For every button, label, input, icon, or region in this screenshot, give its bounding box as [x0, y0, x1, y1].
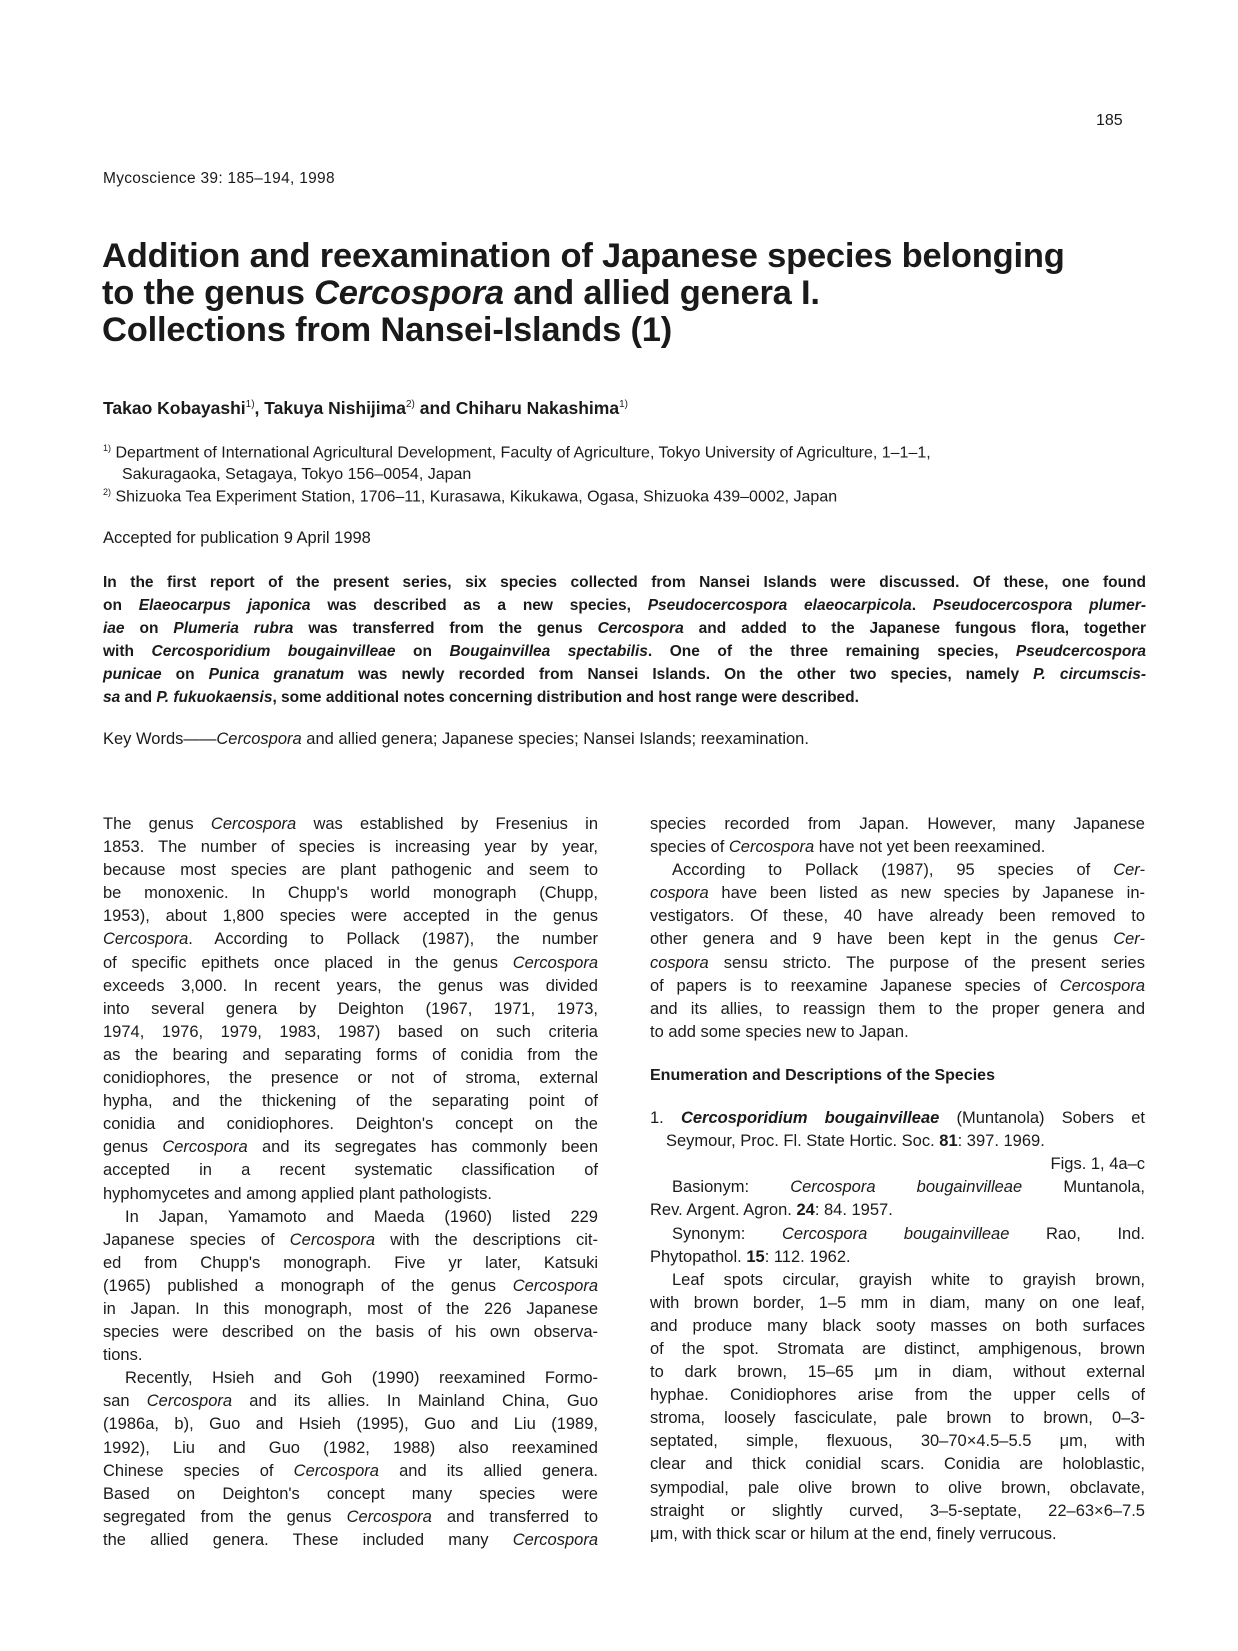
paper-title: [102, 238, 1182, 349]
journal-citation: Mycoscience 39: 185–194, 1998: [103, 170, 335, 187]
page-number: 185: [1096, 112, 1123, 129]
body-right-column: species recorded from Japan. However, many Japanese species of Cercospora have not yet been reexamined. According to Pollack (1987), 95 species of Cer- cospora have been listed as new species by Japanese in- vestigators. Of these, 40 have already been removed to other genera and 9 have been kept in the genus Cer- cospora sensu stricto. The purpose of the present series of papers is to reexamine Japanese species of Cercospora and its allies, to reassign them to the proper genera and to add some species new to Japan. Enumeration and Descriptions of the Species 1. Cercosporidium bougainvilleae (Muntanola) Sobers et Seymour, Proc. Fl. State Hortic. Soc. 81: 397. 1969. Figs. 1, 4a–c Basionym: Cercospora bougainvilleae Muntanola, Rev. Argent. Agron. 24: 84. 1957. Synonym: Cercospora bougainvilleae Rao, Ind. Phytopathol. 15: 112. 1962. Leaf spots circular, grayish white to grayish brown, with brown border, 1–5 mm in diam, many on one leaf, and produce many black sooty masses on both surfaces of the spot. Stromata are distinct, amphigenous, brown to dark brown, 15–65 μm in diam, without external hyphae. Conidiophores arise from the upper cells of stroma, loosely fasciculate, pale brown to brown, 0–3- septated, simple, flexuous, 30–70×4.5–5.5 μm, with clear and thick conidial scars. Conidia are holoblastic, sympodial, pale olive brown to olive brown, obclavate, straight or slightly curved, 3–5-septate, 22–63×6–7.5 μm, with thick scar or hilum at the end, finely verrucous.: [650, 815, 1145, 1543]
key-words: Key Words——Cercospora and allied genera; Japanese species; Nansei Islands; reexamination.: [103, 730, 809, 748]
accepted-date: Accepted for publication 9 April 1998: [103, 529, 371, 547]
body-left-column: The genus Cercospora was established by Fresenius in 1853. The number of species is increasing year by year, because most species are plant pathogenic and seem to be monoxenic. In Chupp's world monograph (Chupp, 1953), about 1,800 species were accepted in the genus Cercospora. According to Pollack (1987), the number of specific epithets once placed in the genus Cercospora exceeds 3,000. In recent years, the genus was divided into several genera by Deighton (1967, 1971, 1973, 1974, 1976, 1979, 1983, 1987) based on such criteria as the bearing and separating forms of conidia from the conidiophores, the presence or not of stroma, external hypha, and the thickening of the separating point of conidia and conidiophores. Deighton's concept on the genus Cercospora and its segregates has commonly been accepted in a recent systematic classification of hyphomycetes and among applied plant pathologists. In Japan, Yamamoto and Maeda (1960) listed 229 Japanese species of Cercospora with the descriptions cit- ed from Chupp's monograph. Five yr later, Katsuki (1965) published a monograph of the genus Cercospora in Japan. In this monograph, most of the 226 Japanese species were described on the basis of his own observa- tions. Recently, Hsieh and Goh (1990) reexamined Formo- san Cercospora and its allies. In Mainland China, Guo (1986a, b), Guo and Hsieh (1995), Guo and Liu (1989, 1992), Liu and Guo (1982, 1988) also reexamined Chinese species of Cercospora and its allied genera. Based on Deighton's concept many species were segregated from the genus Cercospora and transferred to the allied genera. These included many Cercospora: [103, 815, 599, 1549]
affiliation-2: $^{2)}$ Shizuoka Tea Experiment Station, 1706–11, Kurasawa, Kikukawa, Ogasa, Shizuoka 439–0002, Japan: [103, 487, 838, 506]
title-line: to the genus Cercospora and allied genera I.: [102, 274, 820, 312]
section-title: Enumeration and Descriptions of the Species: [650, 1066, 995, 1084]
affiliation-1: $^{1)}$ Department of International Agricultural Development, Faculty of Agriculture, Tokyo University of Agriculture, 1–1–1, Sakuragaoka, Setagaya, Tokyo 156–0054, Japan: [103, 443, 931, 484]
title-line: Collections from Nansei-Islands (1): [102, 311, 673, 349]
abstract: In the first report of the present series, six species collected from Nansei Islands were discussed. Of these, one found on Elaeocarpus japonica was described as a new species, Pseudocercospora elaeocarpicola. Pseudocercospora plumer- iae on Plumeria rubra was transferred from the genus Cercospora and added to the Japanese fungous flora, together with Cercosporidium bougainvilleae on Bougainvillea spectabilis. One of the three remaining species, Pseudcercospora punicae on Punica granatum was newly recorded from Nansei Islands. On the other two species, namely P. circumscis- sa and P. fukuokaensis, some additional notes concerning distribution and host range were described.: [103, 574, 1146, 706]
author-list: Takao Kobayashi$^{1)}$, Takuya Nishijima$^{2)}$ and Chiharu Nakashima$^{1)}$: [103, 398, 628, 418]
title-line: Addition and reexamination of Japanese species belonging: [102, 237, 1065, 275]
